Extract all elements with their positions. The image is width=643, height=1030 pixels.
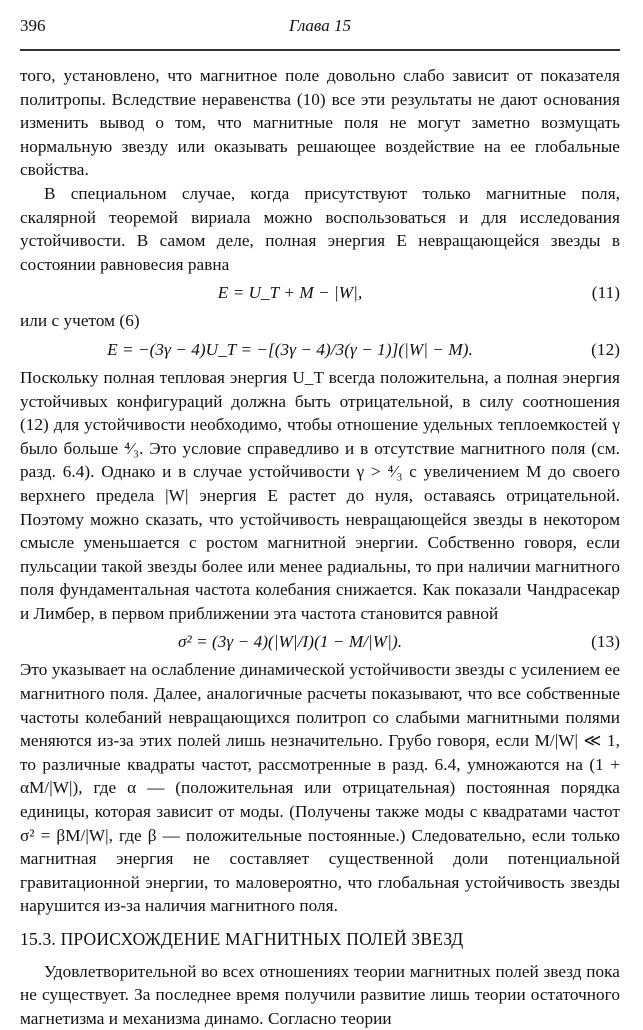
equation-formula: E = −(3γ − 4)U_T = −[(3γ − 4)/3(γ − 1)](|W| − M). (107, 339, 473, 359)
section-number: 15.3. (20, 929, 56, 949)
page-body (20, 64, 620, 1030)
header-rule (20, 49, 620, 51)
equation-13 (20, 625, 620, 658)
paragraph-3: или с учетом (6) (20, 311, 140, 331)
paragraph-1: того, установлено, что магнитное поле довольно слабо зависит от показателя политропы. Вследствие неравенства (10) все эти результаты не дают основания изменить вывод о том, что магнитные поля не могут заметно возмущать нормальную звезду или оказывать решающее воздействие на ее глобальные свойства. (20, 66, 620, 180)
equation-number: (12) (591, 339, 620, 359)
equation-number: (11) (591, 283, 620, 303)
section-heading (20, 928, 620, 952)
page-number: 396 (20, 16, 46, 35)
section-title: ПРОИСХОЖДЕНИЕ МАГНИТНЫХ ПОЛЕЙ ЗВЕЗД (60, 929, 464, 949)
equation-formula: σ² = (3γ − 4)(|W|/I)(1 − M/|W|). (177, 632, 403, 652)
equation-12 (20, 333, 620, 366)
paragraph-5: Это указывает на ослабление динамической устойчивости звезды с усилением ее магнитного поля. Далее, аналогичные расчеты показывают, что все собственные частоты колебаний невращающихся политроп со слабыми магнитными полями меняются из-за этих полей лишь незначительно. Грубо говоря, если M/|W| ≪ 1, то различные квадраты частот, рассмотренные в разд. 6.4, умножаются на (1 + αM/|W|), где α — (положительная или отрицательная) постоянная порядка единицы, которая зависит от моды. (Получены также моды с квадратами частот σ² = βM/|W|, где β — положительные постоянные.) Следовательно, если только магнитная энергия не составляет существенной доли потенциальной гравитационной энергии, то маловероятно, что глобальная устойчивость звезды нарушится из-за наличия магнитного поля. (20, 660, 620, 916)
paragraph-4: Поскольку полная тепловая энергия U_T всегда положительна, а полная энергия устойчивых конфигураций должна быть отрицательной, в силу соотношения (12) для устойчивости необходимо, чтобы отношение удельных теплоемкостей γ было больше ⁴⁄₃. Это условие справедливо и в отсутствие магнитного поля (см. разд. 6.4). Однако и в случае устойчивости γ > ⁴⁄₃ с увеличением M до своего верхнего предела |W| энергия E растет до нуля, оставаясь отрицательной. Поэтому можно сказать, что устойчивость невращающейся звезды в некотором смысле уменьшается с ростом магнитной энергии. Собственно говоря, если пульсации такой звезды более или менее радиальны, то при наличии магнитного поля фундаментальная частота колебания снижается. Как показали Чандрасекар и Лимбер, в первом приближении эта частота становится равной (20, 367, 620, 623)
equation-11 (20, 276, 620, 309)
running-title: Глава 15 (289, 16, 351, 35)
page-header (20, 16, 620, 42)
paragraph-2: В специальном случае, когда присутствуют только магнитные поля, скалярной теоремой вириала можно воспользоваться и для исследования устойчивости. В самом деле, полная энергия E невращающейся звезды в состоянии равновесия равна (20, 183, 620, 274)
equation-number: (13) (591, 632, 620, 652)
equation-formula: E = U_T + M − |W|, (217, 283, 363, 303)
paragraph-6: Удовлетворительной во всех отношениях теории магнитных полей звезд пока не существует. За последнее время получили развитие лишь теории остаточного магнетизма и механизма динамо. Согласно теории (20, 961, 620, 1028)
